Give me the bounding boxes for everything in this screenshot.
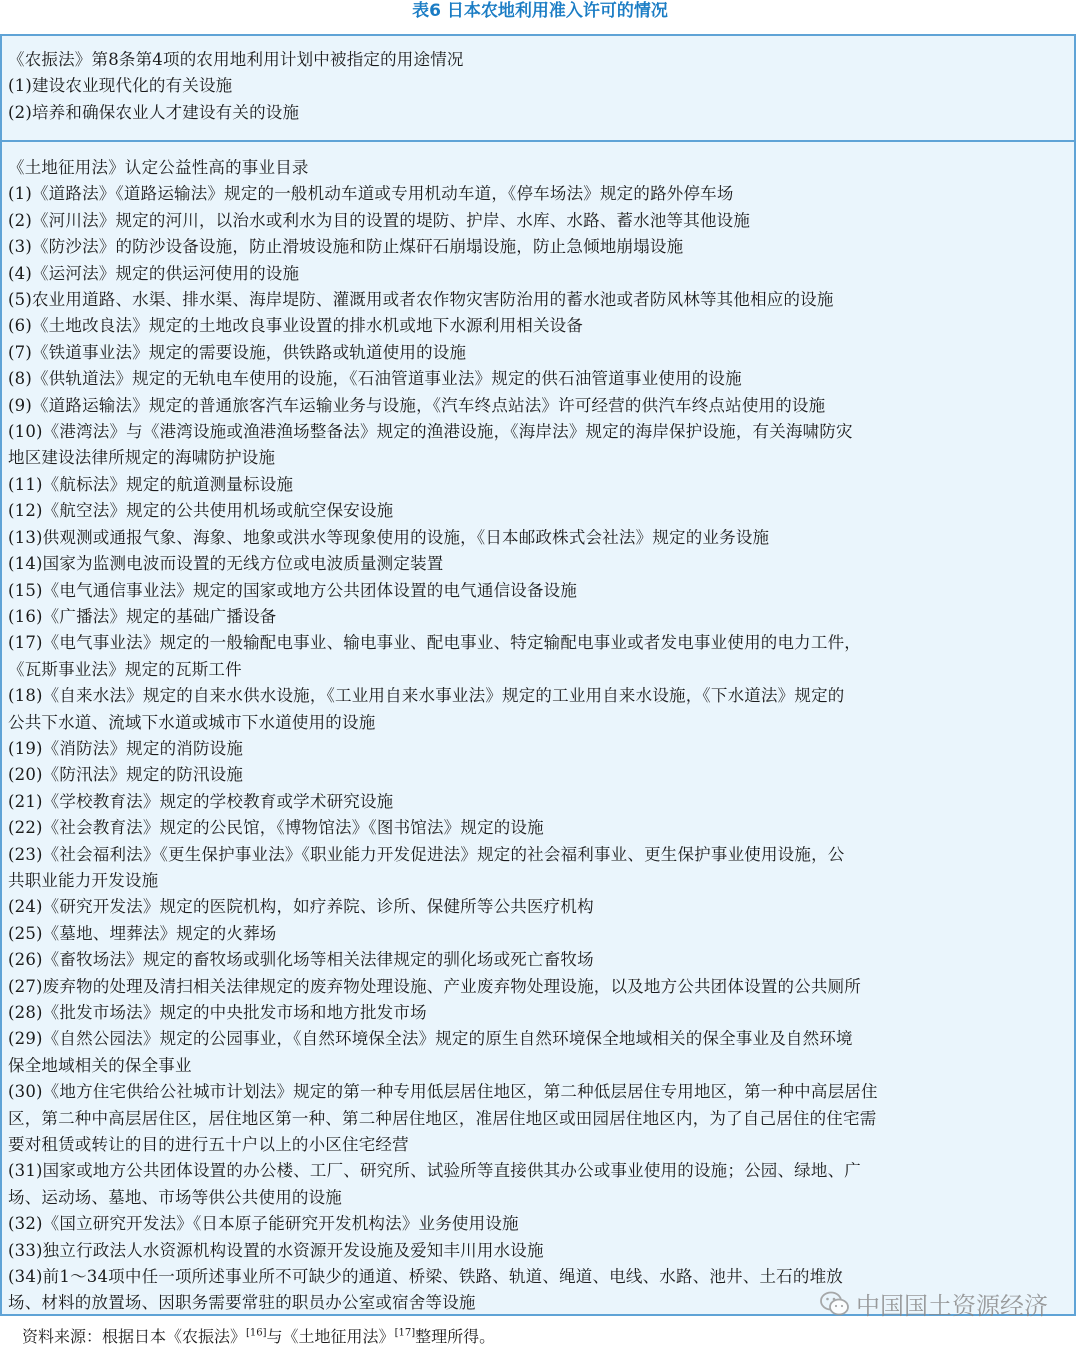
list-item: (23)《社会福利法》《更生保护事业法》《职业能力开发促进法》规定的社会福利事业、更生保护事业使用设施，公 xyxy=(8,844,845,864)
list-item: (30)《地方住宅供给公社城市计划法》规定的第一种专用低层居住地区，第二种低层居住专用地区，第一种中高层居住 xyxy=(8,1082,878,1102)
list-item: (15)《电气通信事业法》规定的国家或地方公共团体设置的电气通信设备设施 xyxy=(8,580,578,600)
list-item: (13)供观测或通报气象、海象、地象或洪水等现象使用的设施，《日本邮政株式会社法》规定的业务设施 xyxy=(8,527,770,547)
source-suffix: 整理所得。 xyxy=(415,1327,496,1346)
list-item: (5)农业用道路、水渠、排水渠、海岸堤防、灌溉用或者农作物灾害防治用的蓄水池或者防风林等其他相应的设施 xyxy=(8,290,834,310)
watermark-text: 中国国土资源经济 xyxy=(856,1292,1048,1320)
list-item: (17)《电气事业法》规定的一般输配电事业、输电事业、配电事业、特定输配电事业或者发电事业使用的电力工件， xyxy=(8,633,861,653)
list-item: (19)《消防法》规定的消防设施 xyxy=(8,738,244,758)
list-item: (34)前1～34项中任一项所述事业所不可缺少的通道、桥梁、铁路、轨道、绳道、电线、水路、池井、土石的堆放 xyxy=(8,1267,843,1287)
source-middle: 与《土地征用法》 xyxy=(266,1327,395,1346)
list-item: (12)《航空法》规定的公共使用机场或航空保安设施 xyxy=(8,501,394,521)
list-item: (2)《河川法》规定的河川，以治水或利水为目的设置的堤防、护岸、水库、水路、蓄水池等其他设施 xyxy=(8,210,751,230)
list-item: (6)《土地改良法》规定的土地改良事业设置的排水机或地下水源利用相关设备 xyxy=(8,316,584,336)
list-item: (8)《供轨道法》规定的无轨电车使用的设施，《石油管道事业法》规定的供石油管道事业使用的设施 xyxy=(8,369,742,389)
source-note xyxy=(22,1326,495,1348)
list-item: (1)建设农业现代化的有关设施 xyxy=(8,76,233,96)
table-box xyxy=(0,34,1076,1316)
list-item: 要对租赁或转让的目的进行五十户以上的小区住宅经营 xyxy=(8,1135,409,1155)
list-item: (11)《航标法》规定的航道测量标设施 xyxy=(8,474,294,494)
list-item: 共职业能力开发设施 xyxy=(8,870,159,890)
wechat-icon xyxy=(820,1291,850,1317)
list-item: (16)《广播法》规定的基础广播设备 xyxy=(8,606,277,626)
list-item: (18)《自来水法》规定的自来水供水设施，《工业用自来水事业法》规定的工业用自来水设施，《下水道法》规定的 xyxy=(8,686,845,706)
list-item: (22)《社会教育法》规定的公民馆，《博物馆法》《图书馆法》规定的设施 xyxy=(8,818,544,838)
list-item: (21)《学校教育法》规定的学校教育或学术研究设施 xyxy=(8,791,394,811)
list-item: (33)独立行政法人水资源机构设置的水资源开发设施及爱知丰川用水设施 xyxy=(8,1240,544,1260)
list-item: (7)《铁道事业法》规定的需要设施，供铁路或轨道使用的设施 xyxy=(8,342,467,362)
list-item: (29)《自然公园法》规定的公园事业，《自然环境保全法》规定的原生自然环境保全地域相关的保全事业及自然环境 xyxy=(8,1029,853,1049)
list-item: 场、运动场、墓地、市场等供公共使用的设施 xyxy=(8,1187,342,1207)
reference-16: [16] xyxy=(246,1327,267,1339)
list-item: (20)《防汛法》规定的防汛设施 xyxy=(8,765,244,785)
list-item: (24)《研究开发法》规定的医院机构，如疗养院、诊所、保健所等公共医疗机构 xyxy=(8,897,594,917)
list-item: (28)《批发市场法》规定的中央批发市场和地方批发市场 xyxy=(8,1003,427,1022)
list-item: (31)国家或地方公共团体设置的办公楼、工厂、研究所、试验所等直接供其办公或事业使用的设施；公园、绿地、广 xyxy=(8,1161,861,1181)
list-item: 公共下水道、流域下水道或城市下水道使用的设施 xyxy=(8,712,376,732)
list-item: (32)《国立研究开发法》《日本原子能研究开发机构法》业务使用设施 xyxy=(8,1214,519,1234)
list-item: (3)《防沙法》的防沙设备设施，防止滑坡设施和防止煤矸石崩塌设施，防止急倾地崩塌设施 xyxy=(8,237,684,257)
list-item: (14)国家为监测电波而设置的无线方位或电波质量测定装置 xyxy=(8,554,444,574)
list-item: (9)《道路运输法》规定的普通旅客汽车运输业务与设施，《汽车终点站法》许可经营的供汽车终点站使用的设施 xyxy=(8,395,826,415)
watermark xyxy=(820,1286,1048,1321)
list-item: 《瓦斯事业法》规定的瓦斯工件 xyxy=(8,659,242,679)
list-item: (25)《墓地、埋葬法》规定的火葬场 xyxy=(8,923,277,943)
list-item: 保全地域相关的保全事业 xyxy=(8,1055,192,1075)
list-item: (10)《港湾法》与《港湾设施或渔港渔场整备法》规定的渔港设施，《海岸法》规定的海岸保护设施，有关海啸防灾 xyxy=(8,422,853,442)
section-farm-promotion-law xyxy=(2,36,1074,142)
reference-17: [17] xyxy=(394,1327,416,1339)
table-title: 表6 日本农地利用准入许可的情况 xyxy=(412,1,668,21)
list-item: (26)《畜牧场法》规定的畜牧场或驯化场等相关法律规定的驯化场或死亡畜牧场 xyxy=(8,950,594,970)
list-item: (1)《道路法》《道路运输法》规定的一般机动车道或专用机动车道，《停车场法》规定的路外停车场 xyxy=(8,184,734,204)
section-heading: 《土地征用法》认定公益性高的事业目录 xyxy=(8,158,309,177)
list-item: 区，第二种中高层居住区，居住地区第一种、第二种居住地区，准居住地区或田园居住地区内，为了自己居住的住宅需 xyxy=(8,1108,877,1128)
item-list xyxy=(8,181,1068,1316)
section-heading: 《农振法》第8条第4项的农用地利用计划中被指定的用途情况 xyxy=(8,50,464,69)
source-prefix: 资料来源：根据日本《农振法》 xyxy=(22,1327,247,1346)
section-land-expropriation-law xyxy=(2,142,1074,1317)
list-item: (2)培养和确保农业人才建设有关的设施 xyxy=(8,102,300,122)
list-item: (27)废弃物的处理及清扫相关法律规定的废弃物处理设施、产业废弃物处理设施，以及地方公共团体设置的公共厕所 xyxy=(8,976,861,996)
list-item: (4)《运河法》规定的供运河使用的设施 xyxy=(8,263,300,283)
list-item: 场、材料的放置场、因职务需要常驻的职员办公室或宿舍等设施 xyxy=(8,1293,476,1313)
list-item: 地区建设法律所规定的海啸防护设施 xyxy=(8,448,276,468)
